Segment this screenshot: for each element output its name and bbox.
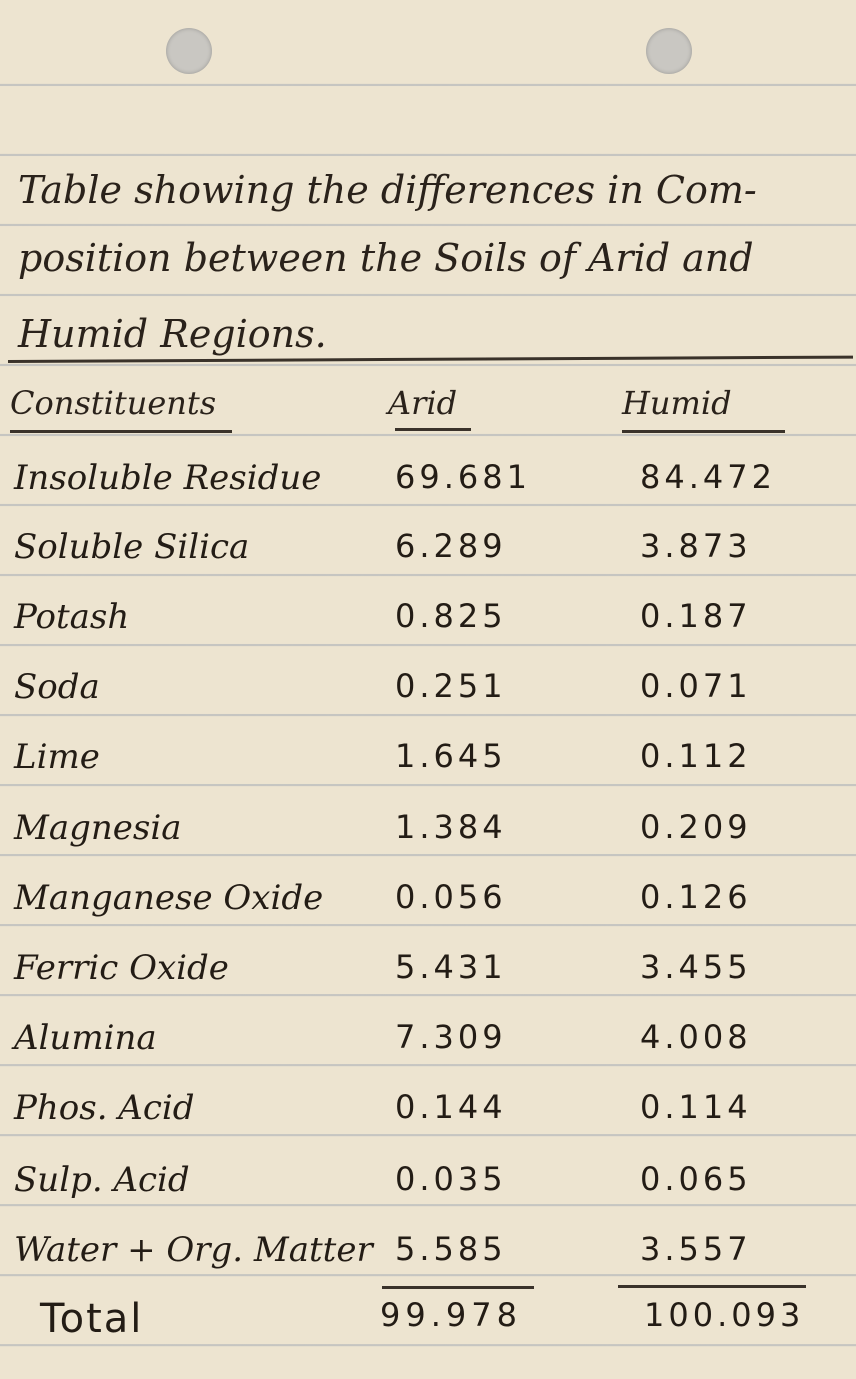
constituent-name: Ferric Oxide [14, 948, 229, 988]
humid-value: 0.112 [640, 737, 752, 775]
constituent-name: Insoluble Residue [14, 458, 322, 498]
humid-value: 3.873 [640, 527, 752, 565]
humid-value: 0.126 [640, 878, 752, 916]
table-row [0, 527, 856, 587]
humid-value: 0.114 [640, 1088, 752, 1126]
constituent-name: Potash [14, 597, 130, 637]
constituent-name: Manganese Oxide [14, 878, 324, 918]
humid-value: 0.065 [640, 1160, 752, 1198]
table-row [0, 458, 856, 518]
arid-value: 0.825 [395, 597, 507, 635]
table-row [0, 1018, 856, 1078]
total-humid-value: 100.093 [644, 1296, 805, 1334]
arid-value: 0.056 [395, 878, 507, 916]
constituent-name: Soluble Silica [14, 527, 250, 567]
column-header-humid: Humid [622, 384, 732, 422]
header-underline [10, 430, 232, 433]
table-row [0, 1230, 856, 1290]
table-row [0, 667, 856, 727]
total-label: Total [40, 1296, 144, 1342]
arid-value: 5.431 [395, 948, 507, 986]
table-row [0, 878, 856, 938]
constituent-name: Water + Org. Matter [14, 1230, 373, 1270]
punch-hole-left [166, 28, 212, 74]
total-arid-value: 99.978 [380, 1296, 522, 1334]
humid-value: 3.455 [640, 948, 752, 986]
humid-value: 0.209 [640, 808, 752, 846]
arid-value: 69.681 [395, 458, 531, 496]
arid-value: 1.645 [395, 737, 507, 775]
header-underline [395, 428, 471, 431]
arid-value: 0.144 [395, 1088, 507, 1126]
constituent-name: Phos. Acid [14, 1088, 195, 1128]
table-row [0, 1160, 856, 1220]
title-divider [8, 356, 853, 363]
constituent-name: Soda [14, 667, 100, 707]
constituent-name: Lime [14, 737, 100, 777]
humid-value: 0.187 [640, 597, 752, 635]
arid-value: 7.309 [395, 1018, 507, 1056]
arid-value: 6.289 [395, 527, 507, 565]
table-row [0, 808, 856, 868]
column-header-arid: Arid [388, 384, 458, 422]
humid-value: 0.071 [640, 667, 752, 705]
constituent-name: Magnesia [14, 808, 182, 848]
title-line-3: Humid Regions. [18, 312, 327, 356]
column-header-constituents: Constituents [10, 384, 217, 422]
table-row [0, 737, 856, 797]
punch-hole-right [646, 28, 692, 74]
arid-value: 5.585 [395, 1230, 507, 1268]
sum-rule-humid [618, 1285, 806, 1288]
humid-value: 3.557 [640, 1230, 752, 1268]
arid-value: 0.251 [395, 667, 507, 705]
table-row [0, 948, 856, 1008]
arid-value: 0.035 [395, 1160, 507, 1198]
title-line-1: Table showing the differences in Com- [18, 168, 757, 212]
table-row [0, 597, 856, 657]
arid-value: 1.384 [395, 808, 507, 846]
humid-value: 84.472 [640, 458, 776, 496]
sum-rule-arid [382, 1286, 534, 1289]
constituent-name: Alumina [14, 1018, 157, 1058]
total-row [0, 1296, 856, 1356]
title-line-2: position between the Soils of Arid and [18, 236, 754, 280]
table-row [0, 1088, 856, 1148]
humid-value: 4.008 [640, 1018, 752, 1056]
constituent-name: Sulp. Acid [14, 1160, 190, 1200]
header-underline [622, 430, 785, 433]
